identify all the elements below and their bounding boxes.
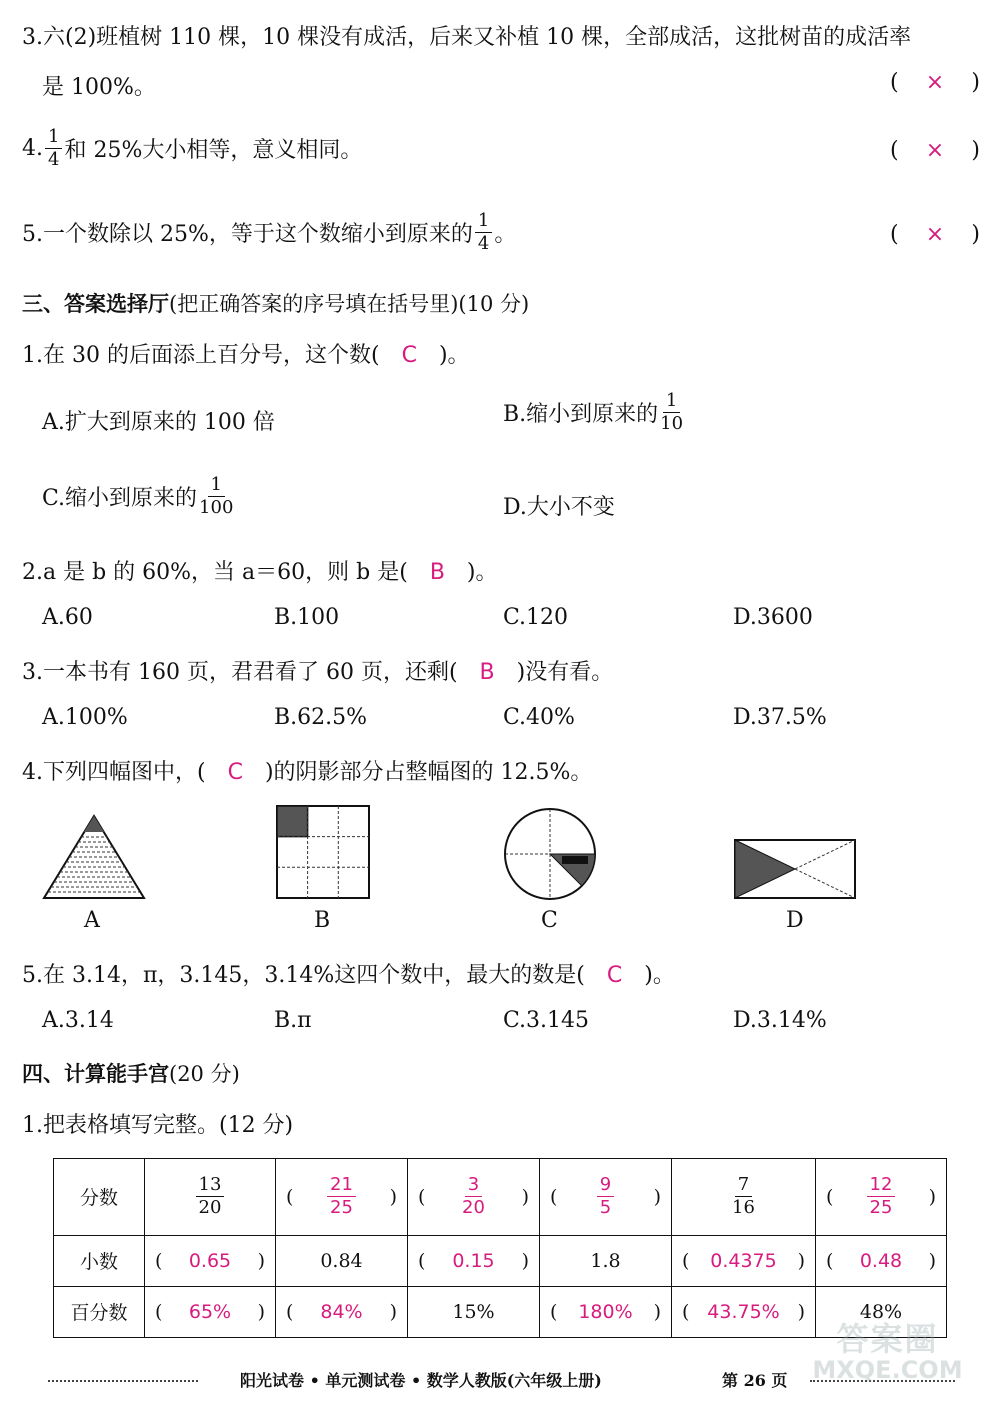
- s3-q4-stem: 4.下列四幅图中，( C )的阴影部分占整幅图的 12.5%。: [22, 760, 593, 785]
- row-header-decimal: 小数: [54, 1235, 145, 1286]
- judge-q4: 4. $\frac{1}{4}$ 和 25%大小相等，意义相同。: [22, 126, 363, 170]
- answer-paren: ( 65% ): [155, 1300, 265, 1323]
- s3-q5-answer: C: [606, 963, 623, 988]
- section4-heading: 四、计算能手宫(20 分): [22, 1062, 240, 1086]
- fraction: $\frac{7}{16}$: [732, 1174, 755, 1219]
- answer-paren: ( 0.15 ): [418, 1249, 529, 1272]
- table-row-fractions: [54, 1159, 947, 1236]
- judge-q3-line2: 是 100%。: [42, 75, 156, 100]
- fraction: $\frac{12}{25}$: [867, 1176, 896, 1217]
- s3-q3-optC: C.40%: [503, 705, 575, 730]
- section3-heading: 三、答案选择厅(把正确答案的序号填在括号里)(10 分): [22, 292, 530, 316]
- figure-a-triangle: [40, 812, 148, 902]
- figure-b-label: B: [314, 908, 331, 933]
- footer-page-number: 第 26 页: [722, 1371, 788, 1390]
- decimal-cell: [145, 1235, 276, 1286]
- s3-q1-optA: A.扩大到原来的 100 倍: [42, 410, 275, 435]
- s3-q3-optD: D.37.5%: [733, 705, 827, 730]
- judge-q5-answer: ×: [925, 222, 945, 247]
- fraction: $\frac{9}{5}$: [597, 1176, 614, 1217]
- answer-paren: ( $\frac{21}{25}$ ): [286, 1174, 397, 1219]
- decimal-cell: [672, 1235, 816, 1286]
- decimal-cell: 1.8: [540, 1235, 672, 1286]
- s3-q1-optB-fraction: $\frac{1}{10}$: [660, 390, 684, 434]
- s3-q5-optB: B.π: [274, 1008, 312, 1033]
- s3-q4-answer: C: [227, 760, 243, 785]
- percent-cell: 15%: [408, 1286, 540, 1337]
- answer-paren: ( $\frac{3}{20}$ ): [418, 1174, 529, 1219]
- figure-c-label: C: [541, 908, 558, 933]
- s3-q2-stem: 2.a 是 b 的 60%，当 a＝60，则 b 是( B )。: [22, 560, 498, 585]
- row-header-fraction: 分数: [54, 1159, 145, 1236]
- fraction: $\frac{3}{20}$: [462, 1174, 485, 1219]
- fraction-cell: [540, 1159, 672, 1236]
- percent-cell: 48%: [816, 1286, 947, 1337]
- fraction-cell: [145, 1159, 276, 1236]
- answer-paren: ( $\frac{9}{5}$ ): [550, 1174, 661, 1219]
- fraction: $\frac{21}{25}$: [327, 1176, 356, 1217]
- answer-paren: ( 84% ): [286, 1300, 397, 1323]
- judge-q5-answer-box: ( × ): [890, 222, 980, 247]
- fraction-cell: [816, 1159, 947, 1236]
- s3-q3-stem: 3.一本书有 160 页，君君看了 60 页，还剩( B )没有看。: [22, 660, 614, 685]
- figure-d-label: D: [786, 908, 804, 933]
- table-row-decimals: [54, 1235, 947, 1286]
- answer-paren: ( 0.65 ): [155, 1249, 265, 1272]
- s4-q1-title: 1.把表格填写完整。(12 分): [22, 1113, 294, 1138]
- judge-q4-answer: ×: [925, 138, 945, 163]
- footer-text: 阳光试卷 • 单元测试卷 • 数学人教版(六年级上册): [240, 1371, 602, 1390]
- s3-q1-optC: C.缩小到原来的 $\frac{1}{100}$: [42, 474, 234, 518]
- s3-q2-optD: D.3600: [733, 605, 813, 630]
- fraction: $\frac{13}{20}$: [196, 1176, 225, 1217]
- s3-q3-optB: B.62.5%: [274, 705, 368, 730]
- figure-a-label: A: [84, 908, 100, 933]
- fraction-cell: [276, 1159, 408, 1236]
- answer-paren: ( 180% ): [550, 1300, 661, 1323]
- fraction-cell: [672, 1159, 816, 1236]
- s3-q1-optD: D.大小不变: [503, 495, 615, 520]
- judge-q5-fraction: $\frac{1}{4}$: [475, 212, 492, 253]
- row-header-percent: 百分数: [54, 1286, 145, 1337]
- judge-q3-line1: 3.六(2)班植树 110 棵，10 棵没有成活，后来又补植 10 棵，全部成活，这批树苗的成活率: [22, 25, 912, 50]
- footer-dots-left: [48, 1380, 198, 1382]
- answer-paren: ( 0.4375 ): [682, 1249, 805, 1272]
- s3-q3-optA: A.100%: [42, 705, 128, 730]
- watermark-logo: 答案圈 MXQE.COM: [812, 1320, 963, 1385]
- s3-q1-optC-fraction: $\frac{1}{100}$: [199, 474, 234, 518]
- s3-q1-answer: C: [401, 343, 417, 368]
- decimal-cell: 0.84: [276, 1235, 408, 1286]
- judge-q3-answer: ×: [925, 70, 945, 95]
- s3-q2-optC: C.120: [503, 605, 569, 630]
- s3-q3-answer: B: [479, 660, 495, 685]
- judge-q4-answer-box: ( × ): [890, 138, 980, 163]
- judge-q4-fraction: $\frac{1}{4}$: [45, 128, 62, 169]
- s3-q5-optC: C.3.145: [503, 1008, 590, 1033]
- judge-q3-answer-box: ( × ): [890, 70, 980, 95]
- figure-d-rectangle: [733, 838, 857, 900]
- figure-b-grid: [275, 804, 371, 900]
- judge-q5: 5.一个数除以 25%，等于这个数缩小到原来的 $\frac{1}{4}$ 。: [22, 210, 517, 254]
- conversion-table: [53, 1158, 947, 1338]
- answer-paren: ( 0.48 ): [826, 1249, 936, 1272]
- decimal-cell: [816, 1235, 947, 1286]
- s3-q5-stem: 5.在 3.14，π，3.145，3.14%这四个数中，最大的数是( C )。: [22, 963, 675, 988]
- s3-q1-optB: B.缩小到原来的 $\frac{1}{10}$: [503, 390, 684, 434]
- fraction-cell: [408, 1159, 540, 1236]
- answer-paren: ( 43.75% ): [682, 1300, 805, 1323]
- percent-cell: [672, 1286, 816, 1337]
- percent-cell: [276, 1286, 408, 1337]
- percent-cell: [145, 1286, 276, 1337]
- s3-q1-stem: 1.在 30 的后面添上百分号，这个数( C )。: [22, 343, 470, 368]
- percent-cell: [540, 1286, 672, 1337]
- s3-q2-answer: B: [429, 560, 445, 585]
- decimal-cell: [408, 1235, 540, 1286]
- s3-q2-optB: B.100: [274, 605, 340, 630]
- s3-q5-optA: A.3.14: [42, 1008, 114, 1033]
- s3-q2-optA: A.60: [42, 605, 93, 630]
- answer-paren: ( $\frac{12}{25}$ ): [826, 1174, 936, 1219]
- figure-c-circle: [502, 806, 598, 902]
- s3-q5-optD: D.3.14%: [733, 1008, 827, 1033]
